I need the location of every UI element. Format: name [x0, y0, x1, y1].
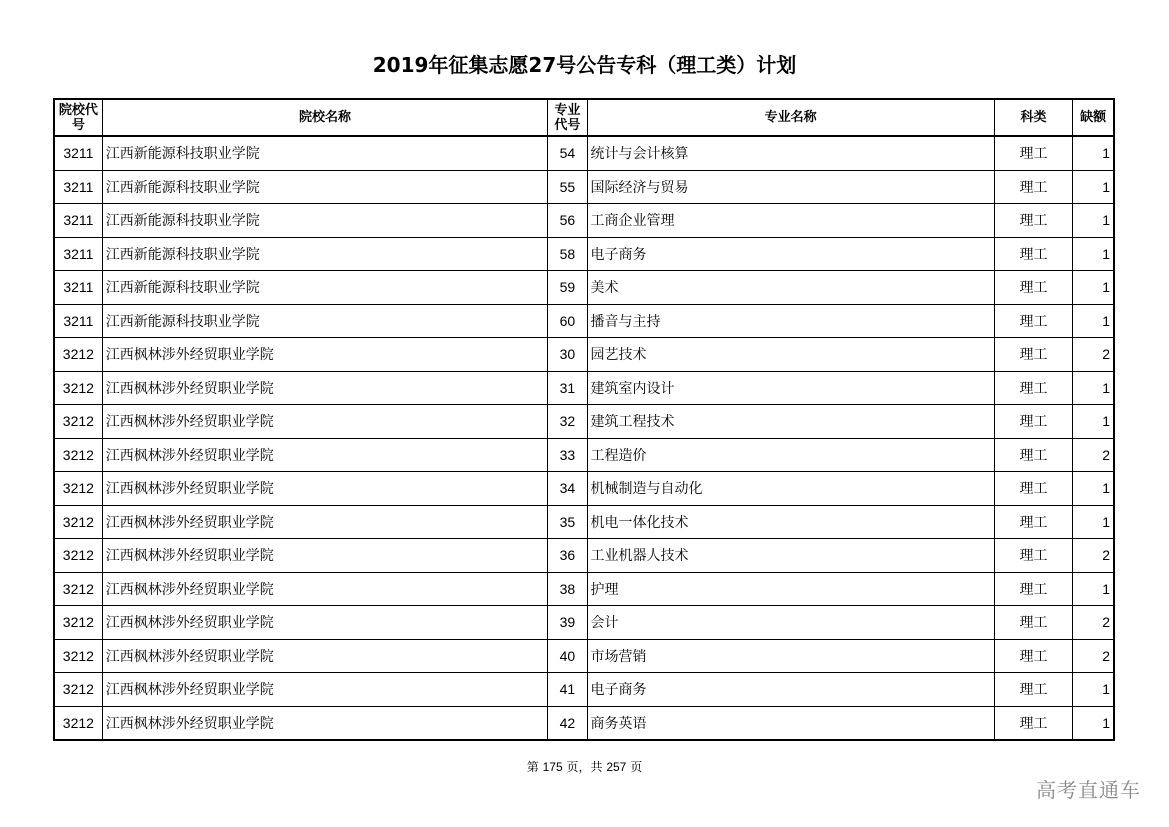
header-category: 科类 [994, 99, 1072, 136]
cell-category: 理工 [994, 371, 1072, 405]
cell-school-code: 3212 [54, 472, 102, 506]
cell-major-code: 36 [548, 539, 587, 573]
header-major-name: 专业名称 [587, 99, 994, 136]
table-row [54, 271, 1114, 305]
cell-school-code: 3212 [54, 539, 102, 573]
cell-school-name: 江西枫林涉外经贸职业学院 [102, 371, 548, 405]
cell-school-name: 江西新能源科技职业学院 [102, 136, 548, 170]
footer-middle: 页，共 [566, 760, 603, 774]
cell-school-code: 3212 [54, 572, 102, 606]
cell-major-code: 58 [548, 237, 587, 271]
table-row [54, 639, 1114, 673]
page-footer [0, 758, 1169, 776]
cell-vacancy: 2 [1073, 438, 1114, 472]
cell-vacancy: 1 [1073, 673, 1114, 707]
cell-major-code: 35 [548, 505, 587, 539]
cell-school-name: 江西新能源科技职业学院 [102, 204, 548, 238]
table-row [54, 170, 1114, 204]
cell-major-code: 32 [548, 405, 587, 439]
cell-major-code: 56 [548, 204, 587, 238]
cell-vacancy: 1 [1073, 271, 1114, 305]
header-vacancy: 缺额 [1073, 99, 1114, 136]
cell-school-code: 3212 [54, 405, 102, 439]
cell-major-name: 统计与会计核算 [587, 136, 994, 170]
cell-school-code: 3211 [54, 136, 102, 170]
cell-category: 理工 [994, 304, 1072, 338]
cell-category: 理工 [994, 237, 1072, 271]
cell-school-code: 3211 [54, 304, 102, 338]
header-school-name: 院校名称 [102, 99, 548, 136]
cell-school-name: 江西枫林涉外经贸职业学院 [102, 706, 548, 740]
cell-major-name: 商务英语 [587, 706, 994, 740]
total-page-count: 257 [606, 760, 627, 774]
table-row [54, 438, 1114, 472]
cell-school-name: 江西枫林涉外经贸职业学院 [102, 438, 548, 472]
cell-school-code: 3211 [54, 204, 102, 238]
cell-category: 理工 [994, 405, 1072, 439]
cell-vacancy: 1 [1073, 237, 1114, 271]
footer-suffix: 页 [630, 760, 643, 774]
cell-major-code: 60 [548, 304, 587, 338]
cell-school-name: 江西枫林涉外经贸职业学院 [102, 505, 548, 539]
table-body [54, 136, 1114, 740]
table-row [54, 136, 1114, 170]
cell-vacancy: 1 [1073, 505, 1114, 539]
cell-major-name: 建筑室内设计 [587, 371, 994, 405]
cell-vacancy: 1 [1073, 405, 1114, 439]
cell-category: 理工 [994, 271, 1072, 305]
cell-category: 理工 [994, 673, 1072, 707]
cell-category: 理工 [994, 539, 1072, 573]
cell-school-name: 江西新能源科技职业学院 [102, 170, 548, 204]
cell-vacancy: 1 [1073, 170, 1114, 204]
cell-school-name: 江西枫林涉外经贸职业学院 [102, 673, 548, 707]
cell-major-code: 31 [548, 371, 587, 405]
cell-vacancy: 2 [1073, 338, 1114, 372]
plan-table [53, 98, 1115, 741]
cell-school-name: 江西枫林涉外经贸职业学院 [102, 606, 548, 640]
cell-category: 理工 [994, 338, 1072, 372]
table-row [54, 472, 1114, 506]
cell-school-code: 3212 [54, 338, 102, 372]
cell-school-name: 江西新能源科技职业学院 [102, 237, 548, 271]
cell-major-name: 播音与主持 [587, 304, 994, 338]
cell-category: 理工 [994, 572, 1072, 606]
cell-major-code: 38 [548, 572, 587, 606]
table-row [54, 673, 1114, 707]
cell-major-code: 30 [548, 338, 587, 372]
cell-school-code: 3212 [54, 639, 102, 673]
table-row [54, 539, 1114, 573]
cell-vacancy: 1 [1073, 371, 1114, 405]
cell-major-name: 建筑工程技术 [587, 405, 994, 439]
table-row [54, 706, 1114, 740]
cell-major-name: 园艺技术 [587, 338, 994, 372]
footer-prefix: 第 [526, 760, 539, 774]
table-row [54, 606, 1114, 640]
cell-school-name: 江西枫林涉外经贸职业学院 [102, 338, 548, 372]
cell-major-code: 42 [548, 706, 587, 740]
cell-category: 理工 [994, 606, 1072, 640]
cell-category: 理工 [994, 438, 1072, 472]
table-row [54, 204, 1114, 238]
cell-school-name: 江西枫林涉外经贸职业学院 [102, 539, 548, 573]
cell-vacancy: 1 [1073, 136, 1114, 170]
cell-category: 理工 [994, 706, 1072, 740]
cell-major-name: 电子商务 [587, 237, 994, 271]
cell-major-name: 美术 [587, 271, 994, 305]
cell-vacancy: 1 [1073, 204, 1114, 238]
cell-vacancy: 1 [1073, 472, 1114, 506]
cell-major-name: 机械制造与自动化 [587, 472, 994, 506]
table-row [54, 572, 1114, 606]
table-row [54, 237, 1114, 271]
cell-major-name: 电子商务 [587, 673, 994, 707]
cell-major-code: 39 [548, 606, 587, 640]
cell-major-name: 护理 [587, 572, 994, 606]
cell-school-code: 3212 [54, 606, 102, 640]
cell-major-name: 工业机器人技术 [587, 539, 994, 573]
cell-school-code: 3211 [54, 237, 102, 271]
cell-category: 理工 [994, 204, 1072, 238]
cell-major-name: 工商企业管理 [587, 204, 994, 238]
cell-vacancy: 2 [1073, 639, 1114, 673]
header-school-code: 院校代号 [54, 99, 102, 136]
cell-major-code: 41 [548, 673, 587, 707]
table-row [54, 304, 1114, 338]
table-row [54, 338, 1114, 372]
cell-school-code: 3211 [54, 271, 102, 305]
cell-major-code: 55 [548, 170, 587, 204]
table-row [54, 505, 1114, 539]
cell-category: 理工 [994, 639, 1072, 673]
current-page-number: 175 [542, 760, 563, 774]
cell-major-code: 33 [548, 438, 587, 472]
cell-category: 理工 [994, 472, 1072, 506]
cell-school-name: 江西枫林涉外经贸职业学院 [102, 405, 548, 439]
cell-vacancy: 2 [1073, 539, 1114, 573]
cell-school-code: 3212 [54, 438, 102, 472]
cell-major-name: 市场营销 [587, 639, 994, 673]
cell-vacancy: 1 [1073, 304, 1114, 338]
cell-vacancy: 2 [1073, 606, 1114, 640]
cell-category: 理工 [994, 136, 1072, 170]
cell-school-code: 3212 [54, 505, 102, 539]
table-row [54, 405, 1114, 439]
cell-school-name: 江西新能源科技职业学院 [102, 271, 548, 305]
cell-major-name: 工程造价 [587, 438, 994, 472]
page-title: 2019年征集志愿27号公告专科（理工类）计划 [372, 53, 797, 77]
cell-school-name: 江西枫林涉外经贸职业学院 [102, 472, 548, 506]
cell-school-code: 3211 [54, 170, 102, 204]
cell-school-code: 3212 [54, 371, 102, 405]
cell-school-name: 江西枫林涉外经贸职业学院 [102, 572, 548, 606]
cell-major-code: 34 [548, 472, 587, 506]
cell-major-code: 40 [548, 639, 587, 673]
cell-category: 理工 [994, 505, 1072, 539]
cell-category: 理工 [994, 170, 1072, 204]
table-header-row [54, 99, 1114, 136]
cell-major-name: 国际经济与贸易 [587, 170, 994, 204]
cell-school-code: 3212 [54, 673, 102, 707]
table-row [54, 371, 1114, 405]
cell-vacancy: 1 [1073, 572, 1114, 606]
cell-major-name: 机电一体化技术 [587, 505, 994, 539]
cell-school-name: 江西枫林涉外经贸职业学院 [102, 639, 548, 673]
cell-major-name: 会计 [587, 606, 994, 640]
cell-major-code: 54 [548, 136, 587, 170]
cell-school-name: 江西新能源科技职业学院 [102, 304, 548, 338]
cell-school-code: 3212 [54, 706, 102, 740]
header-major-code: 专业代号 [548, 99, 587, 136]
cell-vacancy: 1 [1073, 706, 1114, 740]
watermark: 高考直通车 [1036, 778, 1141, 802]
cell-major-code: 59 [548, 271, 587, 305]
